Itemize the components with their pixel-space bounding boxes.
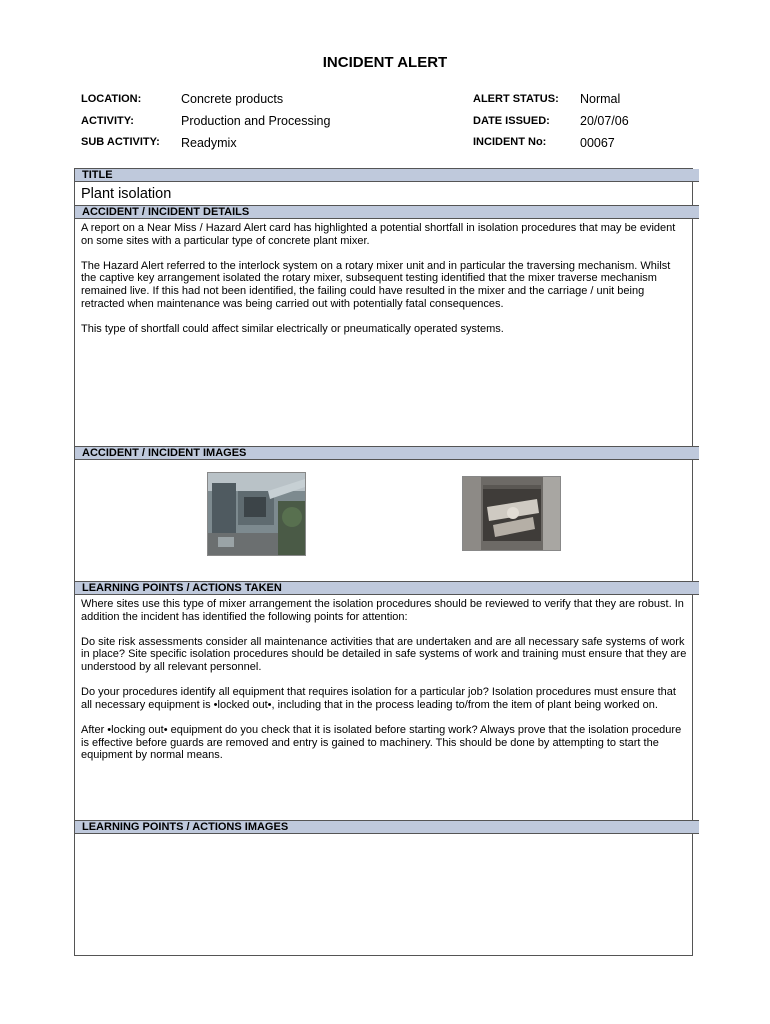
incident-photo-mixer	[462, 476, 561, 551]
location-label: LOCATION:	[81, 93, 142, 105]
incident-no-value: 00067	[580, 136, 615, 150]
details-text	[81, 222, 687, 348]
details-paragraph: The Hazard Alert referred to the interlock system on a rotary mixer unit and in particular the traversing mechanism. Whilst the captive key arrangement isolated the rotary mixer, subsequent testing identified that the mixer traverse mechanism remained live. If this had not been identified, the failing could have resulted in the mixer and the carriage / unit being retracted when maintenance was being carried out with potentially fatal consequences.	[81, 259, 671, 310]
incident-photo-plant	[207, 472, 306, 556]
learning-paragraph: After •locking out• equipment do you check that it is isolated before starting work? Always prove that the isolation procedure is effective before guards are removed and entry is gained to machinery. This should be done by attempting to start the equipment by normal means.	[81, 723, 682, 762]
images-section-header: ACCIDENT / INCIDENT IMAGES	[75, 446, 699, 460]
location-value: Concrete products	[181, 92, 284, 106]
learning-paragraph: Where sites use this type of mixer arrangement the isolation procedures should be reviewed to verify that they are robust. In addition the incident has identified the following points for attention:	[81, 598, 684, 623]
details-section-header: ACCIDENT / INCIDENT DETAILS	[75, 205, 699, 219]
learning-images-section-header: LEARNING POINTS / ACTIONS IMAGES	[75, 820, 699, 834]
learning-paragraph: Do site risk assessments consider all maintenance activities that are undertaken and are all necessary safe systems of work in place? Site specific isolation procedures should be detailed in safe systems of work and training must ensure that they are understood by all relevant personnel.	[81, 635, 687, 673]
date-issued-label: DATE ISSUED:	[473, 115, 550, 127]
page-title: INCIDENT ALERT	[322, 54, 448, 71]
incident-title: Plant isolation	[81, 186, 172, 202]
alert-status-value: Normal	[580, 92, 621, 106]
title-section-header: TITLE	[75, 169, 699, 182]
plant-photo-graphic	[208, 473, 305, 555]
incident-no-label: INCIDENT No:	[473, 136, 547, 148]
activity-label: ACTIVITY:	[81, 115, 134, 127]
details-paragraph: A report on a Near Miss / Hazard Alert card has highlighted a potential shortfall in isolation procedures that may be evident on some sites with a particular type of concrete plant mixer.	[81, 222, 676, 247]
date-issued-value: 20/07/06	[580, 114, 629, 128]
mixer-photo-graphic	[463, 477, 560, 550]
sub-activity-label: SUB ACTIVITY:	[81, 136, 160, 148]
learning-text	[81, 598, 687, 774]
sub-activity-value: Readymix	[181, 136, 237, 150]
learning-paragraph: Do your procedures identify all equipment that requires isolation for a particular job? Isolation procedures must ensure that all necessary equipment is •locked out•, including that in the process leading to/from the item of plant being worked on.	[81, 686, 676, 711]
activity-value: Production and Processing	[181, 114, 331, 128]
alert-status-label: ALERT STATUS:	[473, 93, 559, 105]
learning-section-header: LEARNING POINTS / ACTIONS TAKEN	[75, 581, 699, 595]
details-paragraph: This type of shortfall could affect similar electrically or pneumatically operated systems.	[81, 322, 504, 335]
